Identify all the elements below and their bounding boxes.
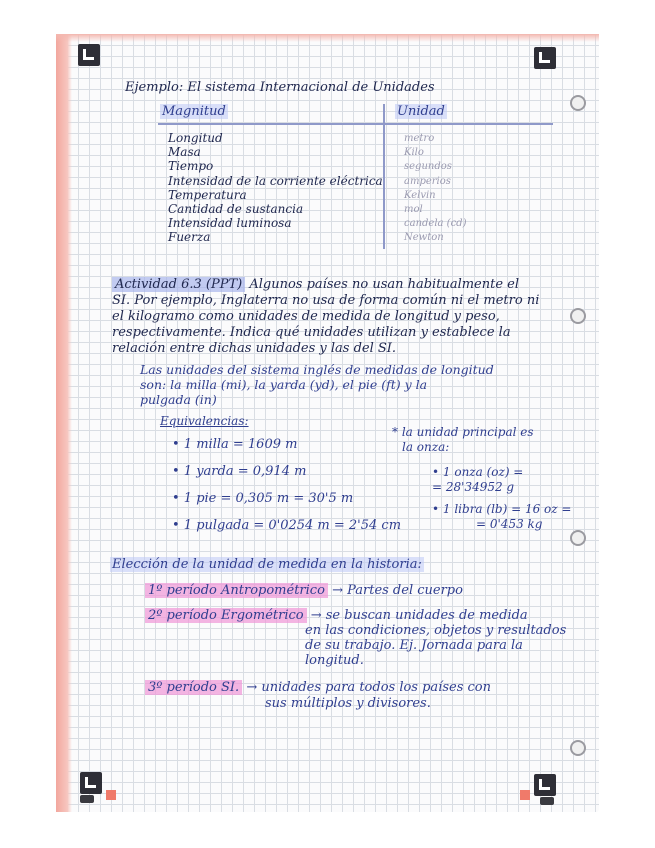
- binder-ring-icon: [570, 740, 586, 756]
- note-line: * la unidad principal es: [392, 425, 534, 439]
- activity-line: Algunos países no usan habitualmente el: [249, 277, 520, 292]
- table-row-unidad: amperios: [404, 176, 451, 187]
- table-row-magnitud: Fuerza: [168, 230, 211, 244]
- table-row-unidad: segundos: [404, 161, 452, 172]
- table-column-rule: [383, 104, 385, 249]
- corner-red-mark: [106, 790, 116, 800]
- onza-line: • 1 onza (oz) =: [432, 465, 524, 479]
- table-row-unidad: Newton: [404, 232, 444, 243]
- period-label: 2º período Ergométrico: [145, 608, 307, 623]
- corner-mark-icon: [534, 47, 556, 69]
- equivalencias-label: Equivalencias:: [160, 414, 249, 428]
- answer-line: Las unidades del sistema inglés de medidas de longitud: [140, 362, 494, 377]
- equivalence-item: • 1 pie = 0,305 m = 30'5 m: [172, 491, 354, 506]
- binder-ring-icon: [570, 95, 586, 111]
- binder-ring-icon: [570, 530, 586, 546]
- activity-block: [112, 277, 562, 357]
- period-2: [145, 608, 566, 668]
- table-row-unidad: candela (cd): [404, 218, 467, 229]
- period-text: longitud.: [305, 653, 364, 668]
- answer-block: [140, 362, 494, 407]
- table-row-unidad: Kelvin: [404, 190, 436, 201]
- libra-line: = 0'453 kg: [476, 517, 543, 531]
- table-header-magnitud: [160, 104, 228, 120]
- note-line: la onza:: [402, 440, 450, 454]
- corner-mark-icon: [80, 772, 102, 794]
- period-text: → se buscan unidades de medida: [310, 608, 528, 623]
- binder-ring-icon: [570, 308, 586, 324]
- period-label: 1º período Antropométrico: [145, 583, 328, 598]
- page-top-edge: [56, 34, 599, 42]
- table-row-magnitud: Intensidad de la corriente eléctrica: [168, 174, 383, 188]
- table-row-magnitud: Masa: [168, 145, 201, 159]
- page-left-edge: [56, 34, 72, 812]
- equivalence-item: • 1 milla = 1609 m: [172, 437, 298, 452]
- libra-line: • 1 libra (lb) = 16 oz =: [432, 502, 572, 516]
- table-header-rule: [158, 123, 553, 125]
- equivalence-item: • 1 pulgada = 0'0254 m = 2'54 cm: [172, 518, 402, 533]
- activity-line: el kilogramo como unidades de medida de longitud y peso,: [112, 309, 500, 324]
- period-3: [145, 680, 491, 712]
- corner-red-mark: [520, 790, 530, 800]
- table-row-magnitud: Tiempo: [168, 159, 214, 173]
- period-label: 3º período SI.: [145, 680, 242, 695]
- answer-line: pulgada (in): [140, 392, 217, 407]
- table-row-unidad: mol: [404, 204, 423, 215]
- equivalence-item: • 1 yarda = 0,914 m: [172, 464, 307, 479]
- libra-equivalence: [432, 502, 571, 532]
- period-text: sus múltiplos y divisores.: [265, 696, 431, 711]
- magnitud-label: Magnitud: [162, 104, 226, 119]
- period-text: → unidades para todos los países con: [246, 680, 491, 695]
- activity-line: relación entre dichas unidades y las del SI.: [112, 341, 397, 356]
- table-row-magnitud: Cantidad de sustancia: [168, 202, 304, 216]
- table-row-unidad: metro: [404, 133, 435, 144]
- onza-line: = 28'34952 g: [432, 480, 515, 494]
- onza-equivalence: [432, 465, 523, 495]
- corner-mark-icon: [78, 44, 100, 66]
- table-header-unidad: [395, 104, 447, 120]
- table-row-magnitud: Intensidad luminosa: [168, 216, 292, 230]
- example-title: Ejemplo: El sistema Internacional de Unidades: [125, 80, 435, 95]
- table-row-magnitud: Temperatura: [168, 188, 247, 202]
- period-text: de su trabajo. Ej. Jornada para la: [305, 638, 523, 653]
- activity-line: SI. Por ejemplo, Inglaterra no usa de forma común ni el metro ni: [112, 293, 540, 308]
- activity-line: respectivamente. Indica qué unidades utilizan y establece la: [112, 325, 511, 340]
- period-text: en las condiciones, objetos y resultados: [305, 623, 567, 638]
- corner-bar: [80, 795, 94, 803]
- table-row-unidad: Kilo: [404, 147, 424, 158]
- corner-mark-icon: [534, 774, 556, 796]
- unidad-label: Unidad: [397, 104, 445, 119]
- activity-label: Actividad 6.3 (PPT): [112, 277, 245, 292]
- corner-bar: [540, 797, 554, 805]
- table-row-magnitud: Longitud: [168, 131, 223, 145]
- history-title-text: Elección de la unidad de medida en la historia:: [112, 557, 422, 572]
- history-title: [110, 557, 424, 573]
- period-text: → Partes del cuerpo: [332, 583, 463, 598]
- period-1: [145, 583, 463, 599]
- answer-line: son: la milla (mi), la yarda (yd), el pie (ft) y la: [140, 377, 428, 392]
- onza-note: [392, 425, 534, 455]
